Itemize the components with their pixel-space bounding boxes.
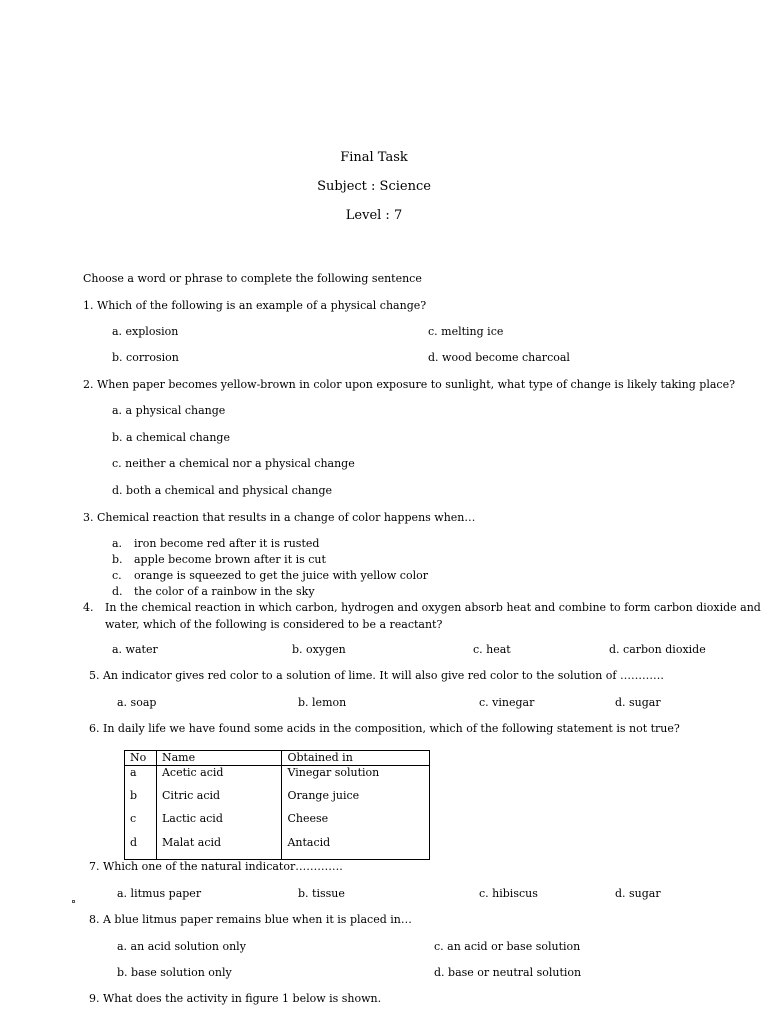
- q1-option-d: d. wood become charcoal: [428, 351, 570, 364]
- question-1: 1. Which of the following is an example of a physical change?: [83, 299, 427, 312]
- q3-option-a-text: iron become red after it is rusted: [134, 537, 320, 550]
- question-3: 3. Chemical reaction that results in a change of color happens when…: [83, 511, 476, 524]
- q7-option-a: a. litmus paper: [117, 887, 202, 900]
- q3-option-c-letter: c.: [112, 569, 122, 582]
- table-row: [125, 812, 430, 835]
- table-cell-no: c: [125, 812, 157, 835]
- q4-option-d: d. carbon dioxide: [609, 643, 706, 656]
- q4-option-b: b. oxygen: [292, 643, 346, 656]
- q5-option-a: a. soap: [117, 696, 157, 709]
- table-cell-obtained-in: Cheese: [282, 812, 430, 835]
- question-8: 8. A blue litmus paper remains blue when it is placed in…: [89, 913, 412, 926]
- question-9: 9. What does the activity in figure 1 below is shown.: [89, 992, 382, 1005]
- q1-option-b: b. corrosion: [112, 351, 179, 364]
- q7-option-d: d. sugar: [615, 887, 661, 900]
- table-cell-name: Malat acid: [156, 836, 282, 860]
- table-header-obtained-in: Obtained in: [282, 751, 430, 766]
- table-cell-no: a: [125, 766, 157, 790]
- q2-option-d: d. both a chemical and physical change: [112, 484, 333, 497]
- table-row: [125, 766, 430, 790]
- anchor-marker: [72, 900, 75, 903]
- q3-option-d-text: the color of a rainbow in the sky: [134, 585, 315, 598]
- q8-option-c: c. an acid or base solution: [434, 940, 581, 953]
- question-5: 5. An indicator gives red color to a solution of lime. It will also give red color to the solution of …………: [89, 669, 664, 682]
- q2-option-a: a. a physical change: [112, 404, 226, 417]
- table-header-name: Name: [156, 751, 282, 766]
- q3-option-a-letter: a.: [112, 537, 123, 550]
- table-cell-name: Citric acid: [156, 789, 282, 812]
- q3-option-b-text: apple become brown after it is cut: [134, 553, 326, 566]
- q3-option-c-text: orange is squeezed to get the juice with yellow color: [134, 569, 428, 582]
- q2-option-b: b. a chemical change: [112, 431, 230, 444]
- q4-option-c: c. heat: [473, 643, 511, 656]
- question-4-line-1: In the chemical reaction in which carbon, hydrogen and oxygen absorb heat and combine to form carbon dioxide and: [105, 601, 761, 614]
- q7-option-b: b. tissue: [298, 887, 345, 900]
- q5-option-c: c. vinegar: [479, 696, 535, 709]
- q1-option-c: c. melting ice: [428, 325, 504, 338]
- table-header-row: [125, 751, 430, 766]
- q4-option-a: a. water: [112, 643, 158, 656]
- table-cell-obtained-in: Antacid: [282, 836, 430, 860]
- q1-option-a: a. explosion: [112, 325, 179, 338]
- document-subject: Subject : Science: [317, 179, 431, 194]
- q2-option-c: c. neither a chemical nor a physical change: [112, 457, 355, 470]
- table-cell-no: d: [125, 836, 157, 860]
- question-6: 6. In daily life we have found some acids in the composition, which of the following statement is not true?: [89, 722, 680, 735]
- q8-option-a: a. an acid solution only: [117, 940, 246, 953]
- document-title: Final Task: [340, 150, 408, 165]
- q8-option-d: d. base or neutral solution: [434, 966, 582, 979]
- table-cell-name: Lactic acid: [156, 812, 282, 835]
- instruction-text: Choose a word or phrase to complete the following sentence: [83, 272, 422, 285]
- table-cell-name: Acetic acid: [156, 766, 282, 790]
- table-row: [125, 789, 430, 812]
- q8-option-b: b. base solution only: [117, 966, 232, 979]
- question-7: 7. Which one of the natural indicator………….: [89, 860, 343, 873]
- acids-table: [124, 750, 430, 860]
- q7-option-c: c. hibiscus: [479, 887, 538, 900]
- question-4-line-2: water, which of the following is considered to be a reactant?: [105, 618, 443, 631]
- table-cell-no: b: [125, 789, 157, 812]
- q3-option-d-letter: d.: [112, 585, 123, 598]
- table-cell-obtained-in: Orange juice: [282, 789, 430, 812]
- q5-option-b: b. lemon: [298, 696, 347, 709]
- table-cell-obtained-in: Vinegar solution: [282, 766, 430, 790]
- document-level: Level : 7: [345, 208, 403, 223]
- question-2: 2. When paper becomes yellow-brown in color upon exposure to sunlight, what type of change is likely taking place?: [83, 378, 735, 391]
- question-4-number: 4.: [83, 601, 94, 614]
- table-header-no: No: [125, 751, 157, 766]
- table-row: [125, 836, 430, 860]
- q5-option-d: d. sugar: [615, 696, 661, 709]
- q3-option-b-letter: b.: [112, 553, 123, 566]
